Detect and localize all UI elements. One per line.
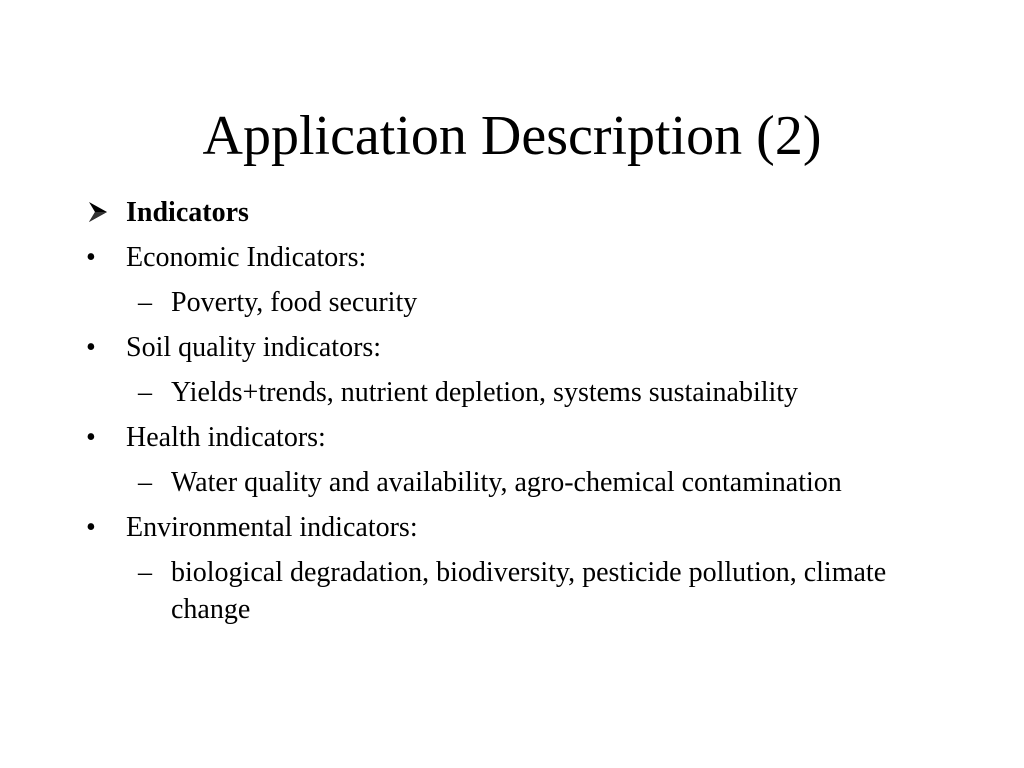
- bullet-marker: •: [86, 512, 96, 543]
- dash-marker: –: [138, 467, 152, 498]
- section-item-soil: [86, 329, 986, 366]
- bullet-marker: •: [86, 332, 96, 363]
- detail-item-health: [86, 464, 871, 501]
- section-label: Economic Indicators:: [126, 242, 367, 273]
- bullet-marker: •: [86, 422, 96, 453]
- dash-marker: –: [138, 557, 152, 588]
- section-item-environmental: [86, 509, 986, 546]
- section-label: Health indicators:: [126, 422, 326, 453]
- detail-text: Yields+trends, nutrient depletion, systems sustainability: [171, 377, 799, 408]
- heading-item: [86, 194, 986, 231]
- section-label: Environmental indicators:: [126, 512, 418, 543]
- arrow-bullet-icon: [86, 200, 110, 224]
- section-item-economic: [86, 239, 986, 276]
- dash-marker: –: [138, 287, 152, 318]
- detail-text: Poverty, food security: [171, 287, 418, 318]
- detail-item-economic: [86, 284, 986, 321]
- section-label: Soil quality indicators:: [126, 332, 382, 363]
- slide-title: Application Description (2): [202, 105, 822, 167]
- dash-marker: –: [138, 377, 152, 408]
- detail-text: biological degradation, biodiversity, pesticide pollution, climate change: [171, 557, 887, 625]
- detail-item-soil: [86, 374, 986, 411]
- bullet-list: [86, 194, 986, 636]
- section-item-health: [86, 419, 986, 456]
- detail-text: Water quality and availability, agro-chemical contamination: [171, 467, 842, 498]
- detail-item-environmental: [86, 554, 951, 628]
- heading-label: Indicators: [126, 197, 249, 228]
- bullet-marker: •: [86, 242, 96, 273]
